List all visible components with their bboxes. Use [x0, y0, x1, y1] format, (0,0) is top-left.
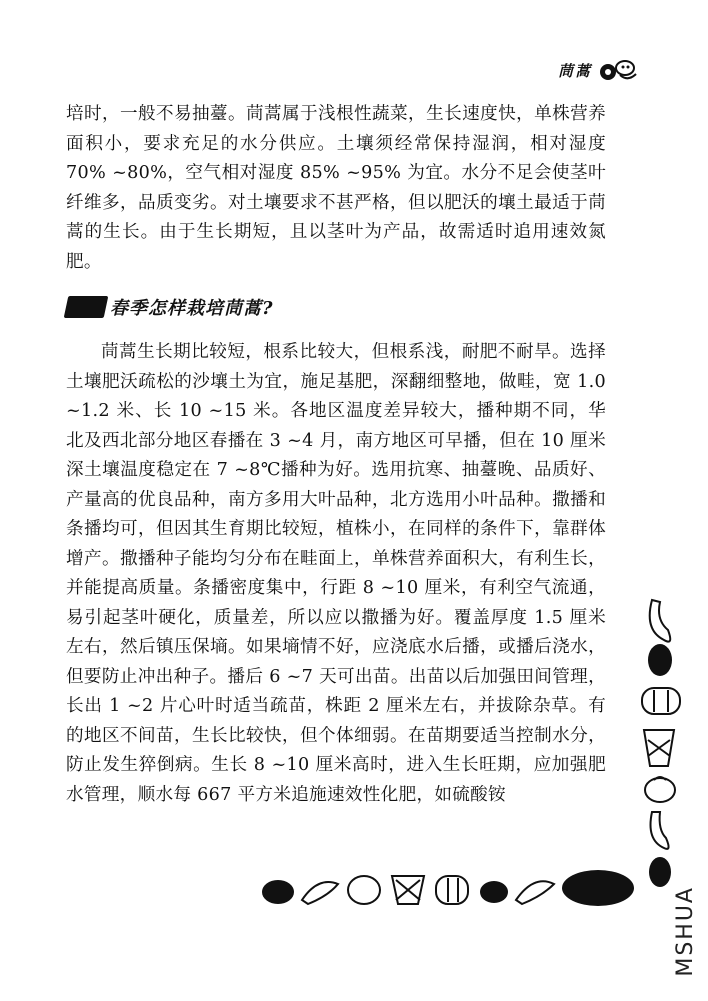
running-title: 茼蒿 — [557, 61, 592, 80]
question-badge-icon — [64, 296, 109, 318]
body-paragraph-1: 培时，一般不易抽薹。茼蒿属于浅根性蔬菜，生长速度快，单株营养面积小，要求充足的水分供应。土壤须经常保持湿润，相对湿度 70% ~80%，空气相对湿度 85% ~95% 为宜。水分不足会使茎叶纤维多，品质变劣。对土壤要求不甚严格，但以肥沃的壤土最适于茼蒿的生长。由于生长期短，且以茎叶为产品，故需适时追用速效氮肥。 — [66, 104, 606, 272]
body-paragraph-2: 茼蒿生长期比较短，根系比较大，但根系浅，耐肥不耐旱。选择土壤肥沃疏松的沙壤土为宜，施足基肥，深翻细整地，做畦，宽 1.0 ~1.2 米、长 10 ~15 米。各地区温度差异较大，播种期不同，华北及西北部分地区春播在 3 ~4 月，南方地区可早播，但在 10 厘米深土壤温度稳定在 7 ~8℃播种为好。选用抗寒、抽薹晚、品质好、产量高的优良品种，南方多用大叶品种，北方选用小叶品种。撒播和条播均可，但因其生育期比较短，植株小，在同样的条件下，靠群体增产。撒播种子能均匀分布在畦面上，单株营养面积大，有利生长，并能提高质量。条播密度集中，行距 8 ~10 厘米，有利空气流通，易引起茎叶硬化，质量差，所以应以撒播为好。覆盖厚度 1.5 厘米左右，然后镇压保墒。如果墒情不好，应浇底水后播，或播后浇水，但要防止冲出种子。播后 6 ~7 天可出苗。出苗以后加强田间管理，长出 1 ~2 片心叶时适当疏苗，株距 2 厘米左右，并拔除杂草。有的地区不间苗，生长比较快，但个体细弱。在苗期要适当控制水分，防止发生猝倒病。生长 8 ~10 厘米高时，进入生长旺期，应加强肥水管理，顺水每 667 平方米追施速效性化肥，如硫酸铵 — [66, 342, 606, 805]
vegetable-column-decoration-icon — [634, 590, 686, 890]
vegetable-row-decoration-icon — [258, 866, 638, 912]
vegetable-logo-icon — [598, 58, 638, 82]
section-heading — [66, 294, 274, 320]
page-header — [558, 58, 638, 82]
section-title: 春季怎样栽培茼蒿? — [110, 298, 274, 319]
watermark: MSHUA — [673, 886, 698, 977]
